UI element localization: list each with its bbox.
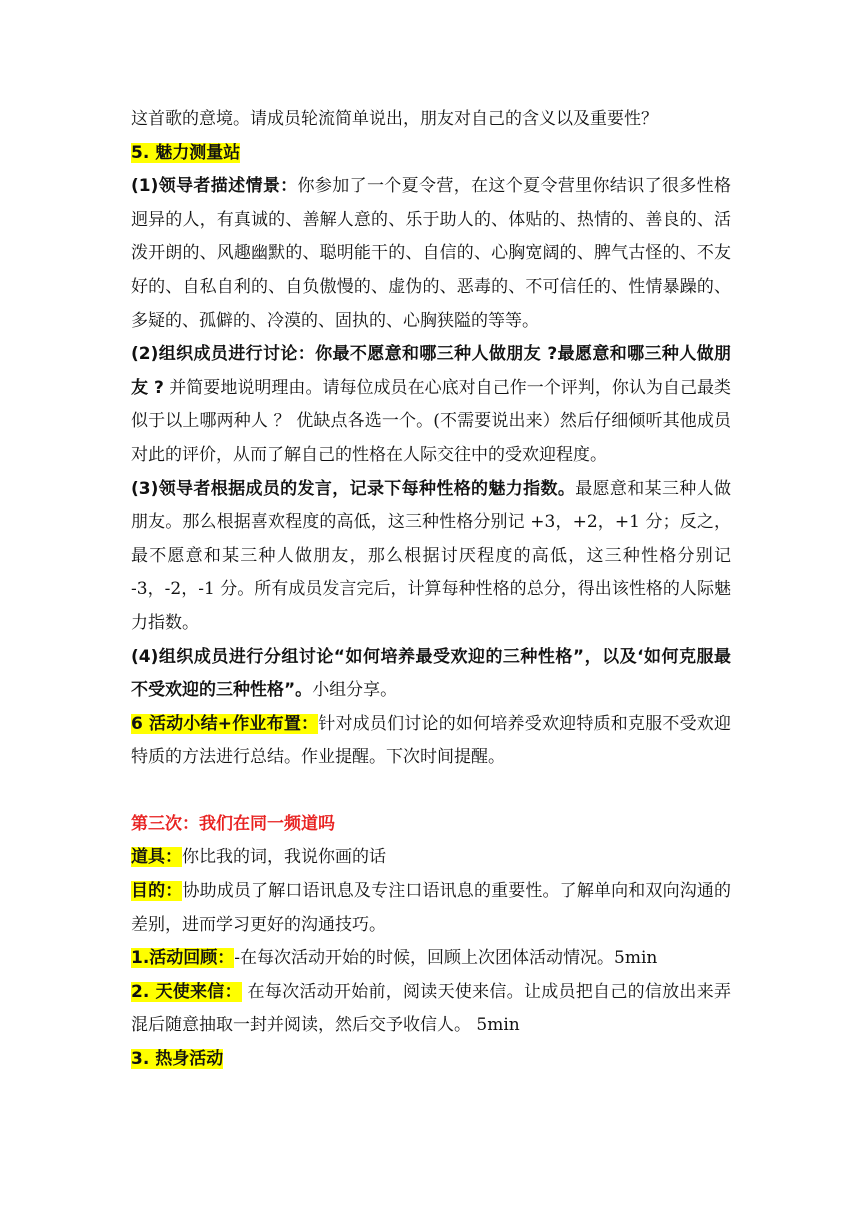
warmup-label: 3. 热身活动 xyxy=(131,1049,224,1070)
section-title-highlight: 5. 魅力测量站 xyxy=(131,142,241,163)
review-label: 1.活动回顾： xyxy=(131,948,235,969)
props-label: 道具： xyxy=(131,847,182,868)
paragraph-intro: 这首歌的意境。请成员轮流简单说出，朋友对自己的含义以及重要性？ xyxy=(131,109,658,129)
session-3-heading xyxy=(131,808,731,842)
session-3-title: 第三次：我们在同一频道吗 xyxy=(131,813,335,834)
step-3-text: 最愿意和某三种人做朋友。那么根据喜欢程度的高低，这三种性格分别记 +3，+2，+1 分；反之，最不愿意和某三种人做朋友，那么根据讨厌程度的高低，这三种性格分别记 -3，-2，-1 分。所有成员发言完后，计算每种性格的总分，得出该性格的人际魅力指数。 xyxy=(131,478,732,633)
purpose-paragraph xyxy=(131,875,731,942)
step-4-text: 小组分享。 xyxy=(312,680,398,701)
step-4-paragraph xyxy=(131,641,731,708)
step-2-label: (2)组织成员进行讨论：你最不愿意和哪三种人做朋友 ?最愿意和哪三种人做朋友 ? xyxy=(131,344,731,398)
section-heading-5 xyxy=(131,137,731,171)
angel-letter-text: 在每次活动开始前，阅读天使来信。让成员把自己的信放出来弄混后随意抽取一封并阅读，然后交予收信人。 5min xyxy=(131,981,731,1036)
props-paragraph xyxy=(131,841,731,875)
step-3-paragraph xyxy=(131,473,731,641)
step-4-label: (4)组织成员进行分组讨论“如何培养最受欢迎的三种性格”，以及‘如何克服最不受欢迎的三种性格”。 xyxy=(131,646,731,701)
document-body xyxy=(131,103,731,1077)
section-6-paragraph xyxy=(131,708,731,775)
step-2-text: 并简要地说明理由。请每位成员在心底对自己作一个评判，你认为自己最类似于以上哪两种人 ？ 优缺点各选一个。(不需要说出来）然后仔细倾听其他成员对此的评价，从而了解自己的性格在人际交往中的受欢迎程度。 xyxy=(131,377,731,465)
props-text: 你比我的词，我说你画的话 xyxy=(182,847,386,868)
purpose-label: 目的： xyxy=(131,881,183,902)
review-paragraph xyxy=(131,942,731,976)
step-2-paragraph xyxy=(131,338,731,472)
section-6-text: 针对成员们讨论的如何培养受欢迎特质和克服不受欢迎特质的方法进行总结。作业提醒。下次时间提醒。 xyxy=(131,713,731,768)
blank-line xyxy=(131,775,731,808)
section-6-label: 6 活动小结+作业布置： xyxy=(131,713,319,734)
angel-letter-label: 2. 天使来信： xyxy=(131,981,242,1002)
step-1-label: (1)领导者描述情景： xyxy=(131,176,298,197)
step-1-paragraph xyxy=(131,170,731,338)
step-1-text: 你参加了一个夏令营，在这个夏令营里你结识了很多性格迥异的人，有真诚的、善解人意的、乐于助人的、体贴的、热情的、善良的、活泼开朗的、风趣幽默的、聪明能干的、自信的、心胸宽阔的、脾气古怪的、不友好的、自私自利的、自负傲慢的、虚伪的、恶毒的、不可信任的、性情暴躁的、多疑的、孤僻的、冷漠的、固执的、心胸狭隘的等等。 xyxy=(131,176,732,331)
warmup-heading xyxy=(131,1043,731,1077)
angel-letter-paragraph xyxy=(131,976,731,1043)
review-text: -在每次活动开始的时候，回顾上次团体活动情况。5min xyxy=(234,948,658,969)
purpose-text: 协助成员了解口语讯息及专注口语讯息的重要性。了解单向和双向沟通的差别，进而学习更好的沟通技巧。 xyxy=(131,881,732,935)
step-3-label: (3)领导者根据成员的发言，记录下每种性格的魅力指数。 xyxy=(131,478,576,499)
